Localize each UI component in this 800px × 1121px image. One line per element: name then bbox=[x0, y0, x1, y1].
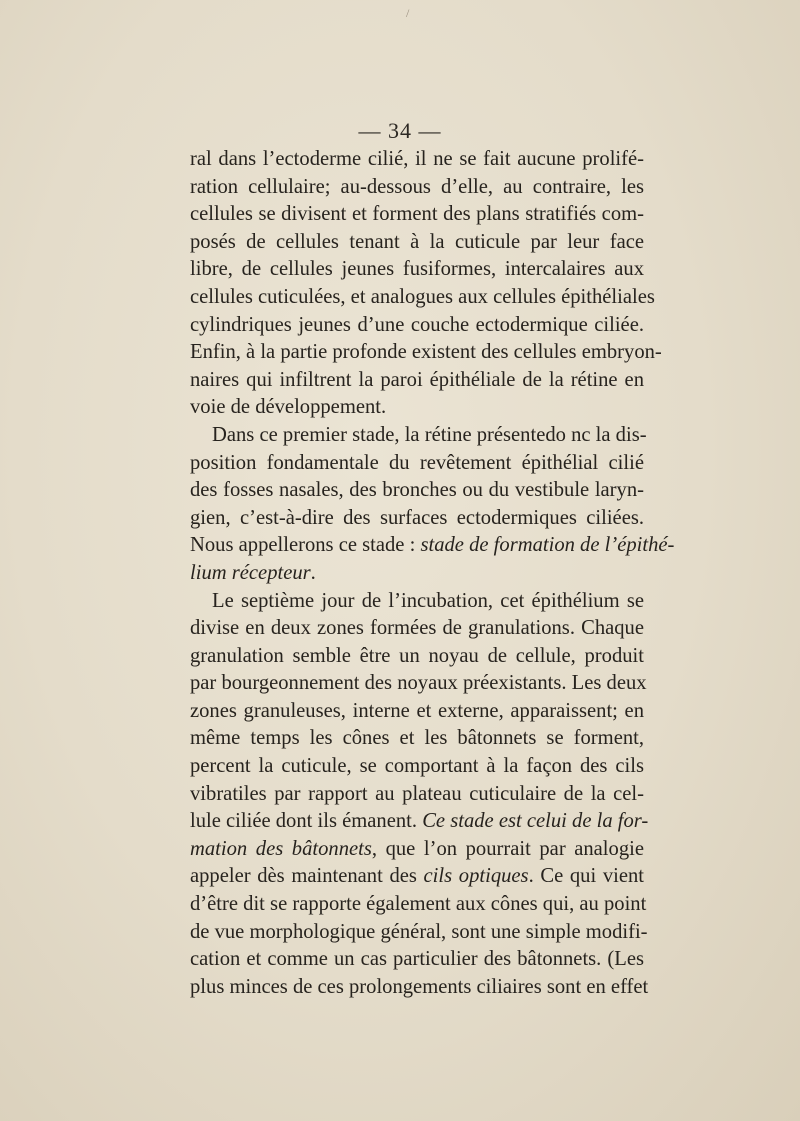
text-line bbox=[190, 560, 644, 588]
text-line bbox=[190, 229, 644, 257]
text-span: appeler dès maintenant des bbox=[190, 865, 424, 888]
text-span: ration cellulaire; au-dessous d’elle, au contraire, les bbox=[190, 175, 644, 198]
text-line bbox=[190, 974, 649, 1002]
text-span: même temps les cônes et les bâtonnets se forment, bbox=[190, 727, 644, 750]
text-span: Enfin, à la partie profonde existent des cellules embryon- bbox=[190, 341, 662, 364]
text-span: voie de développement. bbox=[190, 396, 387, 419]
text-line bbox=[190, 532, 675, 560]
text-span: , que l’on pourrait par analogie bbox=[371, 837, 644, 860]
text-line bbox=[190, 891, 647, 919]
text-line bbox=[190, 836, 644, 864]
body-text bbox=[190, 146, 675, 1001]
text-line bbox=[190, 339, 662, 367]
text-line bbox=[190, 367, 644, 395]
text-line bbox=[190, 394, 644, 422]
text-line bbox=[190, 725, 644, 753]
text-line bbox=[190, 863, 644, 891]
text-line bbox=[190, 781, 644, 809]
text-span: cellules se divisent et forment des plans stratifiés com- bbox=[190, 203, 644, 226]
text-span: zones granuleuses, interne et externe, apparaissent; en bbox=[190, 699, 644, 722]
text-line bbox=[190, 422, 647, 450]
text-span: libre, de cellules jeunes fusiformes, intercalaires aux bbox=[190, 258, 644, 281]
text-line bbox=[190, 201, 644, 229]
text-span: granulation semble être un noyau de cellule, produit bbox=[190, 644, 644, 667]
text-span: percent la cuticule, se comportant à la façon des cils bbox=[190, 755, 644, 778]
text-line bbox=[190, 808, 649, 836]
text-line bbox=[190, 450, 644, 478]
italic-text-span: stade de formation de l’épithé- bbox=[420, 534, 675, 557]
text-span: . bbox=[310, 561, 316, 584]
text-span: Le septième jour de l’incubation, cet épithélium se bbox=[212, 589, 644, 612]
text-span: position fondamentale du revêtement épithélial cilié bbox=[190, 451, 644, 474]
text-line bbox=[190, 698, 644, 726]
text-span: d’être dit se rapporte également aux cônes qui, au point bbox=[190, 893, 647, 916]
text-span: divise en deux zones formées de granulations. Chaque bbox=[190, 617, 644, 640]
text-line bbox=[190, 146, 644, 174]
text-line bbox=[190, 256, 644, 284]
text-span: posés de cellules tenant à la cuticule par leur face bbox=[190, 230, 644, 253]
text-span: Nous appellerons ce stade : bbox=[190, 534, 421, 557]
italic-text-span: lium récepteur bbox=[190, 561, 311, 584]
text-line bbox=[190, 477, 644, 505]
text-line bbox=[190, 505, 644, 533]
italic-text-span: Ce stade est celui de la for- bbox=[422, 810, 649, 833]
text-line bbox=[190, 312, 644, 340]
text-line bbox=[190, 284, 655, 312]
text-span: vibratiles par rapport au plateau cuticulaire de la cel- bbox=[190, 782, 644, 805]
text-span: par bourgeonnement des noyaux préexistants. Les deux bbox=[190, 672, 647, 695]
text-line bbox=[190, 643, 644, 671]
text-span: cylindriques jeunes d’une couche ectodermique ciliée. bbox=[190, 313, 644, 336]
text-span: de vue morphologique général, sont une simple modifi- bbox=[190, 920, 648, 943]
text-span: des fosses nasales, des bronches ou du vestibule laryn- bbox=[190, 479, 644, 502]
italic-text-span: mation des bâtonnets bbox=[190, 837, 372, 860]
text-span: . Ce qui vient bbox=[528, 865, 645, 888]
page-number: — 34 — bbox=[358, 118, 442, 143]
text-line bbox=[190, 670, 647, 698]
text-span: lule ciliée dont ils émanent. bbox=[190, 810, 423, 833]
italic-text-span: cils optiques bbox=[423, 865, 529, 888]
text-line bbox=[190, 588, 644, 616]
text-line bbox=[190, 615, 644, 643]
text-line bbox=[190, 753, 644, 781]
text-span: gien, c’est-à-dire des surfaces ectodermiques ciliées. bbox=[190, 506, 644, 529]
text-span: Dans ce premier stade, la rétine présentedo nc la dis- bbox=[212, 423, 647, 446]
text-span: naires qui infiltrent la paroi épithéliale de la rétine en bbox=[190, 368, 644, 391]
text-span: cation et comme un cas particulier des bâtonnets. (Les bbox=[190, 948, 644, 971]
pencil-mark-icon: / bbox=[406, 6, 410, 20]
text-line bbox=[190, 946, 644, 974]
text-span: ral dans l’ectoderme cilié, il ne se fait aucune prolifé- bbox=[190, 148, 644, 170]
text-span: plus minces de ces prolongements ciliaires sont en effet bbox=[190, 975, 649, 998]
text-span: cellules cuticulées, et analogues aux cellules épithéliales bbox=[190, 285, 655, 308]
text-line bbox=[190, 174, 644, 202]
text-line bbox=[190, 919, 648, 947]
